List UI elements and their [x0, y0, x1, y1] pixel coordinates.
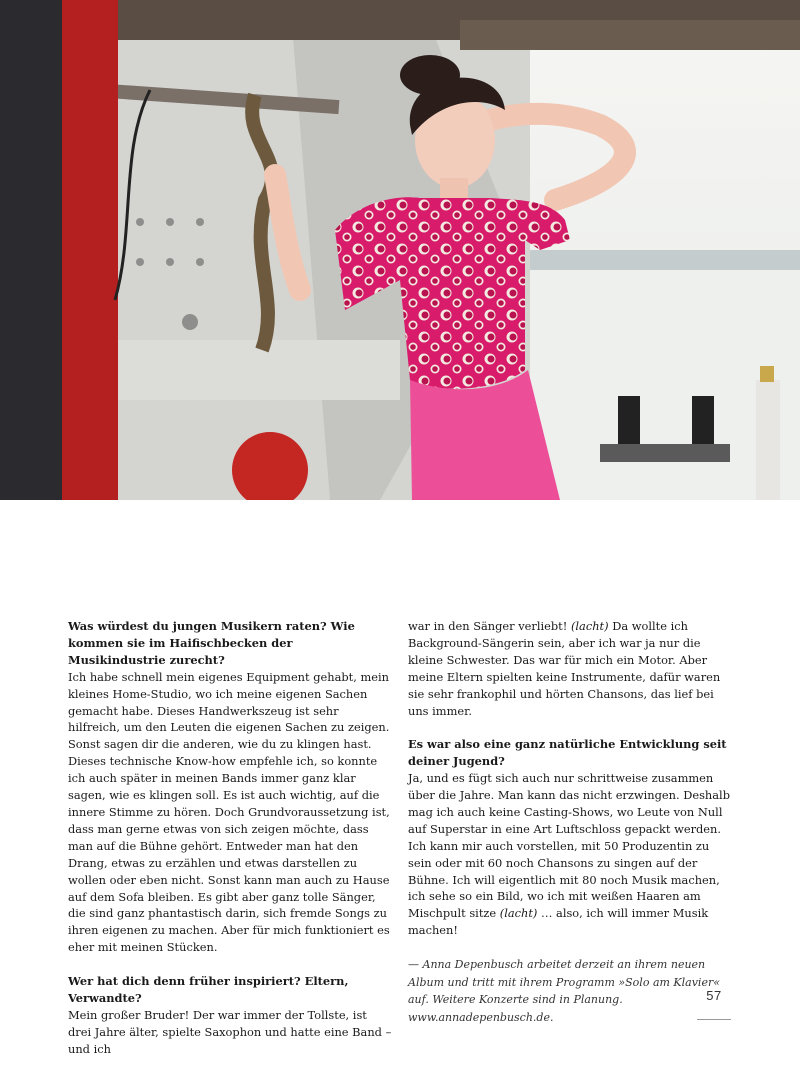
right-column — [408, 618, 733, 1026]
dock-post — [618, 396, 640, 444]
paragraph-gap — [408, 719, 733, 736]
answer-2-text-b: Da wollte ich Background-Sängerin sein, aber ich war ja nur die kleine Schwester. Das war für mich ein Motor. Aber meine Eltern spielten keine Instrumente, dafür waren sie sehr frankophil und hörten Chansons, das lief bei uns immer. — [408, 619, 721, 718]
question-2: Wer hat dich denn früher inspiriert? Eltern, Verwandte? — [68, 974, 349, 1005]
answer-3-text-b: … also, ich will immer Musik machen! — [408, 906, 709, 938]
artist-credit: — Anna Depenbusch arbeitet derzeit an ihrem neuen Album und tritt mit ihrem Programm »Solo am Klavier« auf. Weitere Konzerte sind in Planung. www.annadepenbusch.de. — [408, 958, 720, 1024]
ceiling-beam — [460, 20, 800, 50]
laugh-annotation: (lacht) — [499, 906, 538, 921]
paragraph-gap — [68, 956, 393, 973]
dock-post — [692, 396, 714, 444]
hero-photo — [0, 0, 800, 500]
laugh-annotation: (lacht) — [570, 619, 609, 633]
answer-1: Ich habe schnell mein eigenes Equipment gehabt, mein kleines Home-Studio, wo ich meine eigenen Sachen gemacht habe. Dieses Handwerkszeug ist sehr hilfreich, um den Leuten die eigenen Sachen zu zeigen. Sonst sagen dir die anderen, wie du zu klingen hast. Dieses technische Know-how empfehle ich, so konnte ich auch später in meinen Bands immer ganz klar sagen, wie es klingen soll. Es ist auch wichtig, auf die innere Stimme zu hören. Doch Grundvoraussetzung ist, dass man gerne etwas von sich zeigen möchte, dass man auf die Bühne gehört. Entweder man hat den Drang, etwas zu erzählen und etwas darstellen zu wollen oder eben nicht. Sonst kann man auch zu Hause auf dem Sofa bleiben. Es gibt aber ganz tolle Sänger, die sind ganz phantastisch darin, sich fremde Songs zu ihren eigenen zu machen. Aber für mich funktioniert es eher mit meinen Stücken. — [68, 669, 390, 955]
page-number-rule — [697, 1019, 731, 1020]
answer-3 — [408, 770, 733, 939]
question-3: Es war also eine ganz natürliche Entwicklung seit deiner Jugend? — [408, 737, 727, 769]
dark-rope-coil — [0, 0, 62, 500]
red-beam — [60, 0, 118, 500]
harbor-horizon — [520, 250, 800, 272]
answer-3-text-a: Ja, und es fügt sich auch nur schrittweise zusammen über die Jahre. Man kann das nicht erzwingen. Deshalb mag ich auch keine Casting-Shows, wo Leute von Null auf Superstar in eine Art Luftschloss gepackt werden. Ich kann mir auch vorstellen, mit 50 Produzentin zu sein oder mit 60 noch Chansons zu singen auf der Bühne. Ich will eigentlich mit 80 noch Musik machen, ich sehe so ein Bild, wo ich mit weißen Haaren am Mischpult sitze — [408, 771, 730, 921]
page-number: 57 — [706, 988, 722, 1003]
bollard-light — [760, 366, 774, 382]
left-column — [68, 618, 393, 1058]
photo-illustration — [0, 0, 800, 500]
answer-2-start: Mein großer Bruder! Der war immer der Tollste, ist drei Jahre älter, spielte Saxophon und hatte eine Band – und ich — [68, 1007, 392, 1056]
dock-beam — [600, 444, 730, 462]
answer-2-text-a: war in den Sänger verliebt! — [408, 619, 571, 633]
paragraph-gap — [408, 939, 733, 956]
question-1: Was würdest du jungen Musikern raten? Wie kommen sie im Haifischbecken der Musikindustrie zurecht? — [68, 619, 355, 667]
answer-2-continued — [408, 618, 733, 719]
bollard — [756, 380, 780, 500]
